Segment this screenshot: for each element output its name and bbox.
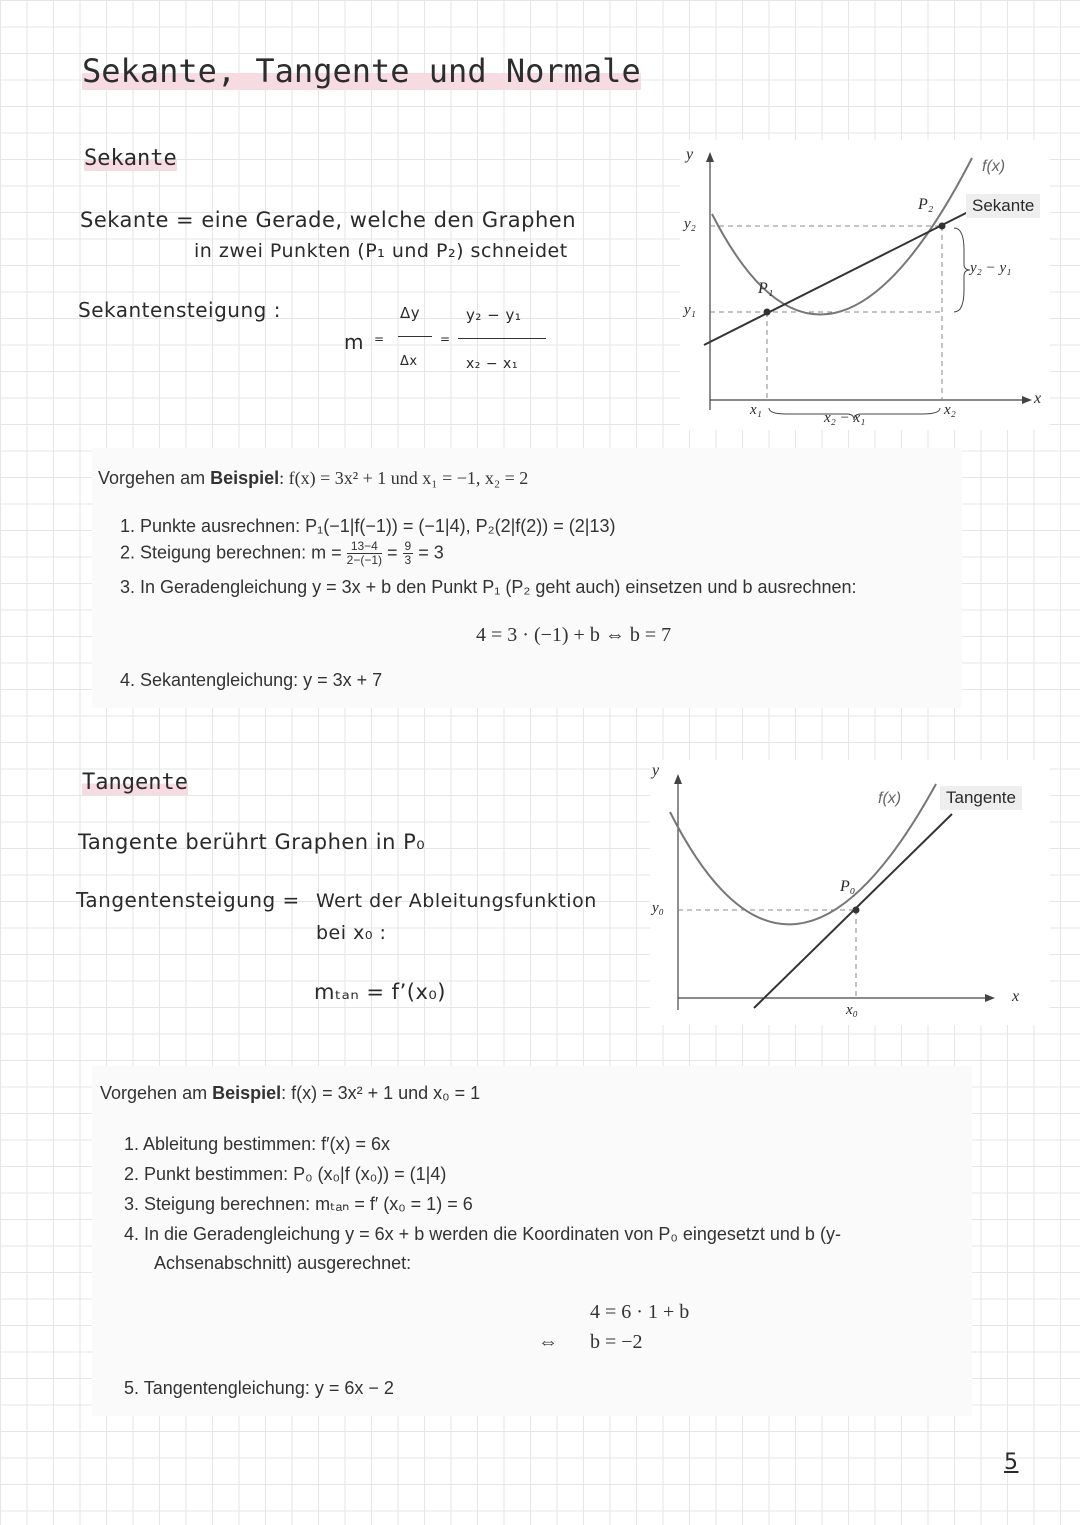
- frac2-den: 3: [404, 553, 412, 567]
- tangentensteigung-label: Tangentensteigung =: [76, 888, 300, 912]
- formula-eq: =: [374, 332, 385, 346]
- tangentensteigung-text-1: Wert der Ableitungsfunktion: [316, 890, 597, 912]
- page-title-text: Sekante, Tangente und Normale: [82, 52, 641, 90]
- formula-bar2: [458, 338, 546, 339]
- sekante-example-intro-post: : f(x) = 3x² + 1 und x₁ = −1, x₂ = 2: [279, 468, 529, 488]
- graph-y1-label: y₁: [684, 302, 696, 318]
- point-p1: [764, 309, 771, 316]
- graph-y-label: y: [686, 146, 694, 163]
- point-p2: [939, 223, 946, 230]
- page-title: [82, 52, 641, 90]
- tangente-example-intro-post: : f(x) = 3x² + 1 und x₀ = 1: [281, 1083, 481, 1103]
- graph2-x0-label: x₀: [846, 1002, 858, 1018]
- frac1-den: 2−(−1): [346, 553, 383, 567]
- sekante-graph: [672, 140, 1062, 440]
- tangentensteigung-text-2: bei x₀ :: [316, 922, 387, 944]
- tangente-step-4b: Achsenabschnitt) ausgerechnet:: [154, 1253, 412, 1273]
- graph-background: [680, 140, 1050, 430]
- sekante-calc: 4 = 3 · (−1) + b ⇔ b = 7: [476, 624, 672, 646]
- graph-p2-label: P₂: [918, 196, 934, 213]
- graph2-p0-label: P₀: [840, 878, 856, 895]
- formula-bar1: [398, 336, 432, 337]
- sekante-graph-svg: [672, 140, 1062, 440]
- tangente-step-4a: 4. In die Geradengleichung y = 6x + b werden die Koordinaten von P₀ eingesetzt und b (y-: [124, 1224, 841, 1244]
- sekante-example-intro: [98, 468, 528, 489]
- tangente-graph: [640, 760, 1060, 1030]
- tangente-definition: Tangente berührt Graphen in P₀: [78, 830, 426, 854]
- sekante-step-1: 1. Punkte ausrechnen: P₁(−1|f(−1)) = (−1|4), P₂(2|f(2)) = (2|13): [120, 516, 616, 536]
- sekante-step-2: [120, 540, 444, 567]
- sekante-heading-text: Sekante: [84, 146, 177, 171]
- graph2-x-label: x: [1012, 988, 1020, 1005]
- sekante-definition-line1: Sekante = eine Gerade, welche den Graphen: [80, 208, 577, 232]
- tangente-example-intro: [100, 1083, 480, 1104]
- sekante-step-2-mid: =: [387, 542, 403, 563]
- formula-eq2: =: [440, 332, 451, 346]
- tangente-calc-1: 4 = 6 · 1 + b: [590, 1301, 690, 1323]
- tangente-example-intro-pre: Vorgehen am: [100, 1083, 213, 1103]
- sekante-step-2-frac2: [403, 540, 414, 567]
- sekante-step-2-frac1: [347, 540, 382, 567]
- tangente-step-3: 3. Steigung berechnen: mₜₐₙ = f′ (x₀ = 1) = 6: [124, 1194, 473, 1214]
- tangente-step-2: 2. Punkt bestimmen: P₀ (x₀|f (x₀)) = (1|4): [124, 1164, 447, 1184]
- graph2-y-label: y: [652, 762, 660, 779]
- formula-m: m: [344, 330, 364, 354]
- tangente-step-1: 1. Ableitung bestimmen: f′(x) = 6x: [124, 1134, 391, 1154]
- point-p0: [853, 907, 860, 914]
- graph2-y0-label: y₀: [652, 900, 664, 916]
- page-number: 5: [1004, 1450, 1019, 1475]
- graph-x2-label: x₂: [944, 402, 956, 418]
- section-heading-tangente: [82, 770, 188, 795]
- formula-den: x₂ − x₁: [466, 356, 518, 372]
- graph-x-label: x: [1034, 390, 1042, 407]
- frac2-num: 9: [404, 539, 412, 553]
- tangente-formula: mₜₐₙ = f’(x₀): [314, 980, 446, 1004]
- graph-y2-label: y₂: [684, 216, 696, 232]
- formula-dx: Δx: [400, 354, 418, 369]
- graph-x1-label: x₁: [750, 402, 762, 418]
- graph-fx-label: f(x): [982, 158, 1006, 175]
- graph2-tangente-tag: Tangente: [940, 786, 1022, 810]
- graph-sekante-tag: Sekante: [966, 194, 1040, 218]
- sekante-formula: [340, 300, 560, 380]
- sekantensteigung-label: Sekantensteigung :: [78, 298, 281, 322]
- sekante-step-3: 3. In Geradengleichung y = 3x + b den Punkt P₁ (P₂ geht auch) einsetzen und b ausrechnen:: [120, 577, 857, 597]
- tangente-calc-2: b = −2: [590, 1331, 643, 1353]
- sekante-step-2-post: = 3: [418, 542, 444, 563]
- graph-p1-label: P₁: [758, 280, 774, 297]
- sekante-definition-line2: in zwei Punkten (P₁ und P₂) schneidet: [194, 240, 568, 262]
- sekante-example-intro-bold: Beispiel: [210, 468, 280, 488]
- sekante-step-4: 4. Sekantengleichung: y = 3x + 7: [120, 670, 383, 690]
- tangente-step-5: 5. Tangentengleichung: y = 6x − 2: [124, 1378, 394, 1398]
- formula-num: y₂ − y₁: [466, 306, 522, 324]
- tangente-example-intro-bold: Beispiel: [212, 1083, 282, 1103]
- sekante-example-intro-pre: Vorgehen am: [98, 468, 211, 488]
- frac1-num: 13−4: [347, 540, 382, 554]
- tangente-heading-text: Tangente: [82, 770, 188, 795]
- section-heading-sekante: [84, 146, 177, 171]
- graph-dx-label: x₂ − x₁: [824, 410, 866, 426]
- sekante-step-2-pre: 2. Steigung berechnen: m =: [120, 542, 347, 563]
- graph2-fx-label: f(x): [878, 790, 902, 807]
- graph-dy-label: y₂ − y₁: [970, 260, 1012, 276]
- tangente-equiv: ⇔: [538, 1331, 558, 1353]
- formula-dy: Δy: [400, 304, 421, 322]
